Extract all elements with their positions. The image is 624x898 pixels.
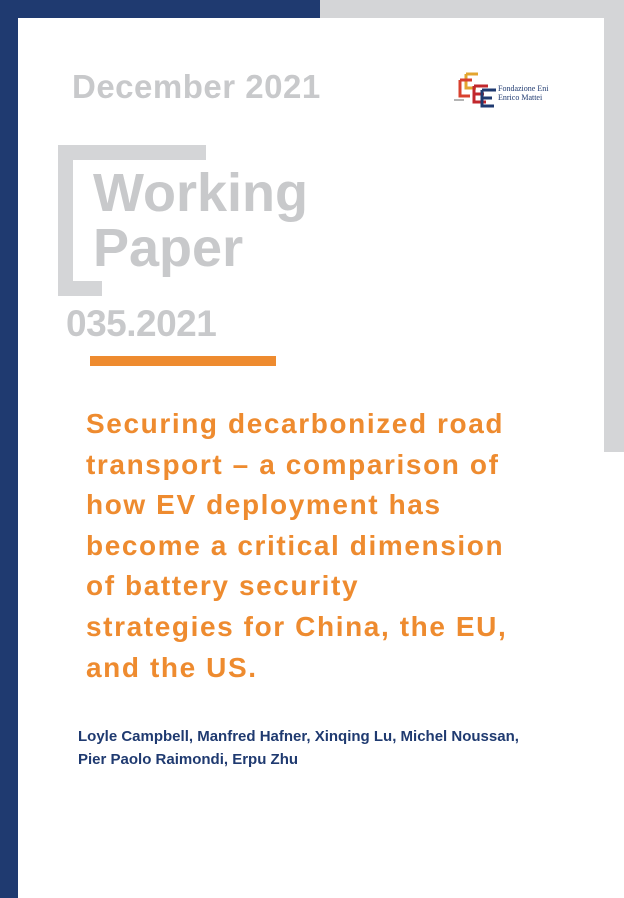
author-line: Loyle Campbell, Manfred Hafner, Xinqing Lu, Michel Noussan, [78, 728, 519, 745]
orange-divider [90, 356, 276, 366]
feem-emblem-icon [452, 70, 498, 110]
author-list [78, 725, 608, 771]
right-grey-bar [604, 18, 624, 452]
title-line: strategies for China, the EU, [86, 610, 508, 642]
logo-line-1: Fondazione Eni [498, 84, 549, 93]
paper-title [86, 404, 586, 688]
feem-logo [452, 70, 562, 110]
working-paper-heading [93, 163, 308, 278]
logo-line-2: Enrico Mattei [498, 93, 543, 102]
top-navy-bar [0, 0, 320, 18]
left-navy-bar [0, 0, 18, 898]
title-line: transport – a comparison of [86, 448, 500, 480]
title-line: Securing decarbonized road [86, 408, 505, 439]
publication-date: December 2021 [72, 68, 321, 105]
heading-line-paper: Paper [93, 218, 244, 278]
title-line: become a critical dimension [86, 529, 505, 561]
working-paper-number: 035.2021 [66, 303, 217, 344]
title-line: and the US. [86, 651, 258, 683]
title-line: how EV deployment has [86, 489, 442, 521]
heading-line-working: Working [93, 163, 308, 223]
feem-logo-text [498, 84, 548, 102]
top-grey-bar [320, 0, 624, 18]
author-line: Pier Paolo Raimondi, Erpu Zhu [78, 751, 299, 768]
title-line: of battery security [86, 570, 360, 602]
